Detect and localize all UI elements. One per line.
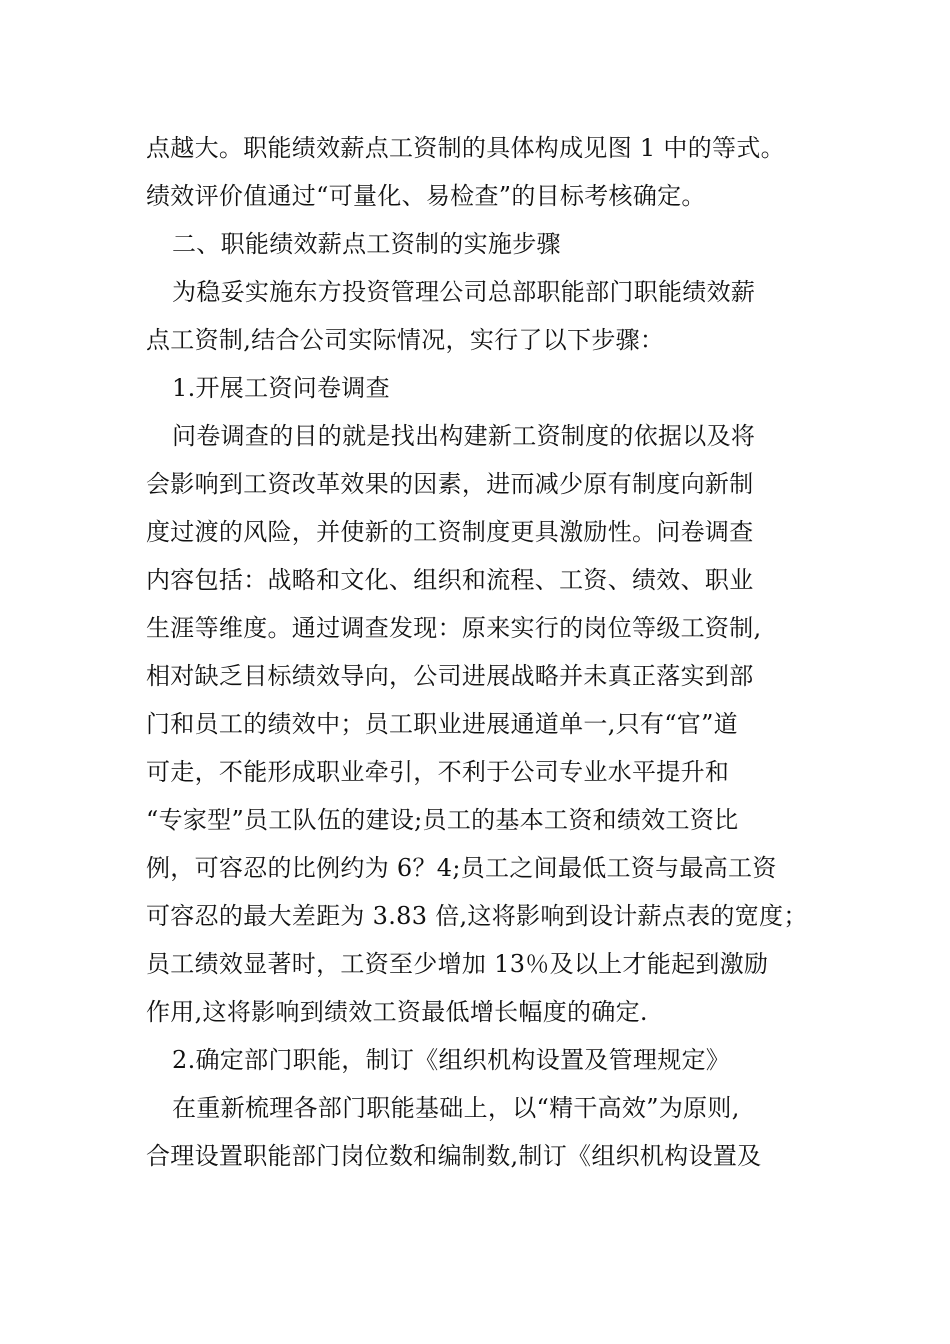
text-line: 可走，不能形成职业牵引，不利于公司专业水平提升和 [146, 758, 730, 786]
text-line: 生涯等维度。通过调查发现：原来实行的岗位等级工资制, [146, 614, 762, 642]
text-line: 内容包括：战略和文化、组织和流程、工资、绩效、职业 [146, 566, 754, 594]
text-line: 为稳妥实施东方投资管理公司总部职能部门职能绩效薪 [172, 278, 756, 306]
body-text [146, 124, 806, 1180]
text-line: 在重新梳理各部门职能基础上，以“精干高效”为原则, [172, 1094, 740, 1122]
text-line: 度过渡的风险，并使新的工资制度更具激励性。问卷调查 [146, 518, 754, 546]
text-line: 可容忍的最大差距为 3.83 倍,这将影响到设计薪点表的宽度； [146, 902, 808, 930]
text-line: 例，可容忍的比例约为 6？4;员工之间最低工资与最高工资 [146, 854, 777, 882]
text-line: “专家型”员工队伍的建设;员工的基本工资和绩效工资比 [146, 806, 739, 834]
text-line: 员工绩效显著时，工资至少增加 13％及以上才能起到激励 [146, 950, 769, 978]
text-line: 点工资制,结合公司实际情况，实行了以下步骤： [146, 326, 665, 354]
section-heading: 二、职能绩效薪点工资制的实施步骤 [172, 230, 561, 258]
text-line: 会影响到工资改革效果的因素，进而减少原有制度向新制 [146, 470, 754, 498]
text-line: 作用,这将影响到绩效工资最低增长幅度的确定. [146, 998, 648, 1026]
text-line: 绩效评价值通过“可量化、易检查”的目标考核确定。 [146, 182, 706, 210]
text-line: 合理设置职能部门岗位数和编制数,制订《组织机构设置及 [146, 1142, 762, 1170]
text-line: 问卷调查的目的就是找出构建新工资制度的依据以及将 [172, 422, 756, 450]
text-line: 点越大。职能绩效薪点工资制的具体构成见图 1 中的等式。 [146, 134, 785, 162]
subsection-heading: 2.确定部门职能，制订《组织机构设置及管理规定》 [172, 1046, 731, 1074]
text-line: 门和员工的绩效中；员工职业进展通道单一,只有“官”道 [146, 710, 738, 738]
subsection-heading: 1.开展工资问卷调查 [172, 374, 390, 402]
text-line: 相对缺乏目标绩效导向，公司进展战略并未真正落实到部 [146, 662, 754, 690]
